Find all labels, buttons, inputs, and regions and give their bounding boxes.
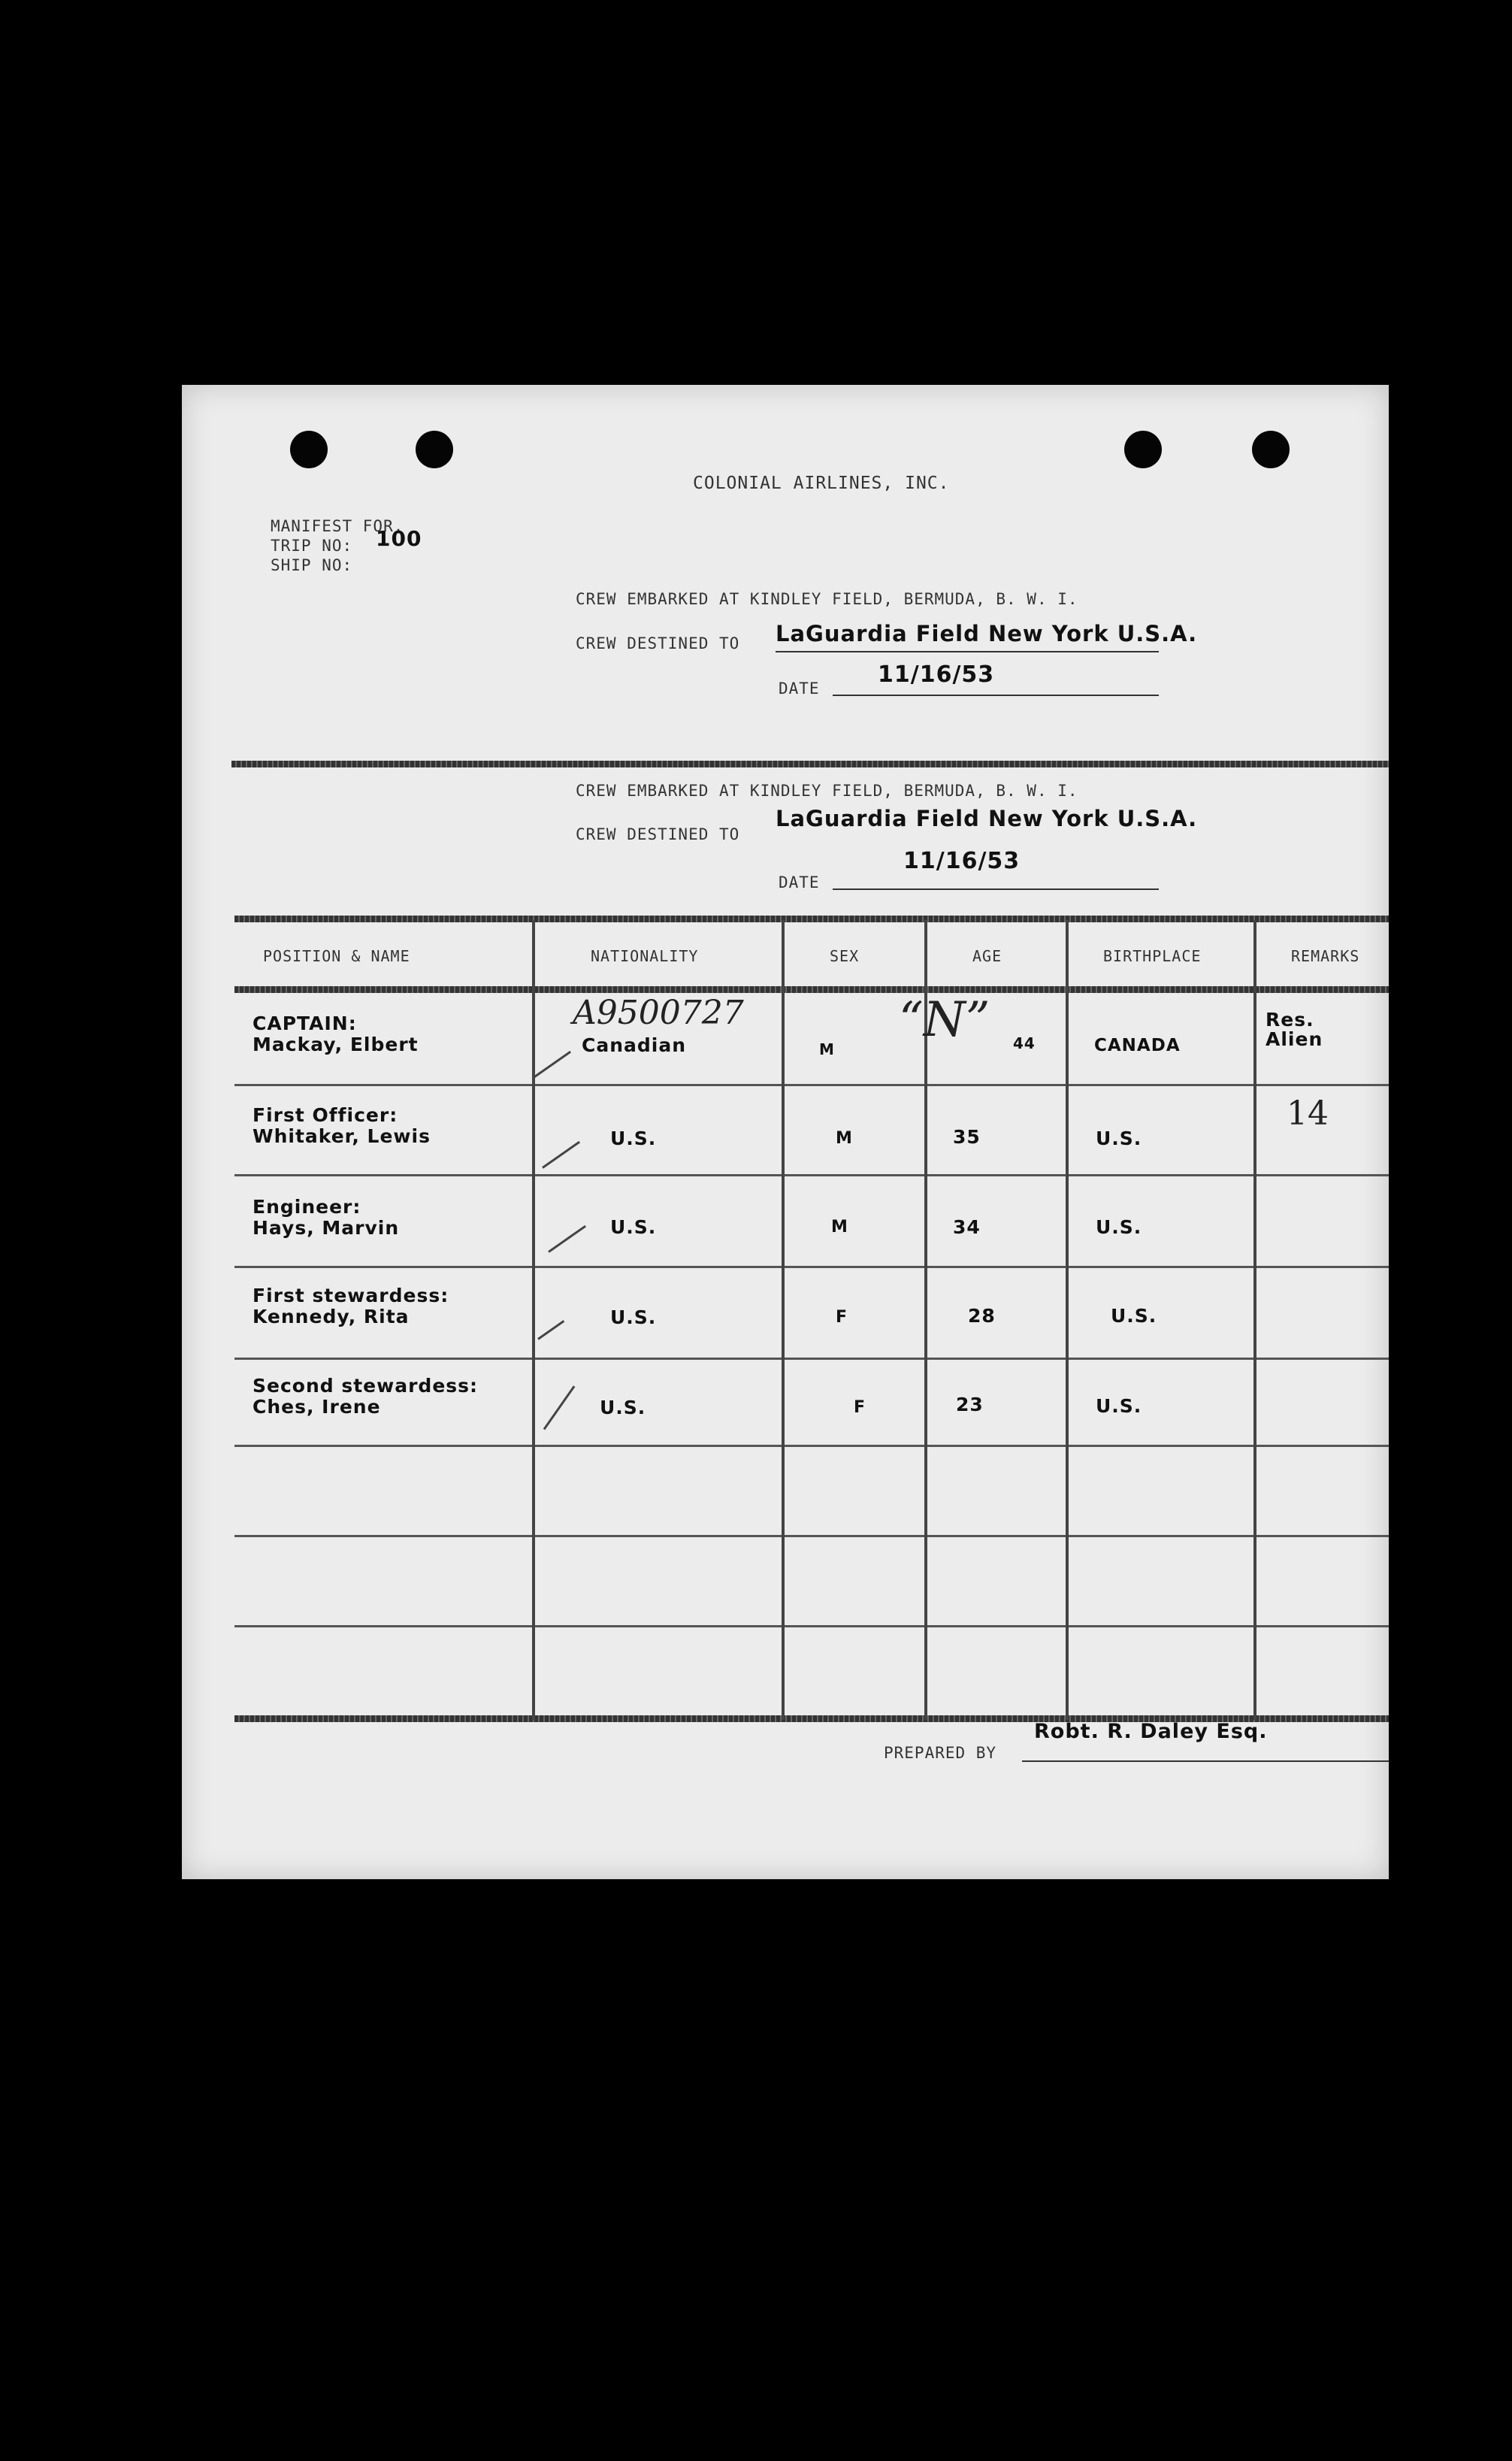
manifest-document — [182, 385, 1389, 1879]
company-name: COLONIAL AIRLINES, INC. — [693, 474, 950, 493]
crew-destined-label-1: CREW DESTINED TO — [576, 634, 740, 652]
table-row-3-birthplace: U.S. — [1096, 1216, 1142, 1238]
table-row-5-age: 23 — [956, 1394, 984, 1415]
table-row-4-sex: F — [836, 1308, 848, 1327]
col-line-5 — [1253, 920, 1256, 1720]
table-row-1-age: 44 — [1013, 1034, 1036, 1052]
date-label-1: DATE — [779, 680, 820, 698]
date-underline-2 — [833, 888, 1159, 890]
table-header-border — [234, 986, 1389, 993]
row-divider-1 — [234, 1084, 1389, 1086]
check-mark-4 — [537, 1320, 564, 1340]
table-row-2-position: First Officer: — [253, 1104, 398, 1126]
table-row-3-age: 34 — [953, 1216, 981, 1238]
punch-hole-4 — [1252, 431, 1290, 468]
crew-embarked-2: CREW EMBARKED AT KINDLEY FIELD, BERMUDA, B. W. I. — [576, 782, 1078, 800]
check-mark-3 — [548, 1225, 586, 1253]
table-top-border — [234, 916, 1389, 922]
trip-no-value: 100 — [376, 526, 422, 551]
punch-hole-2 — [416, 431, 453, 468]
table-row-4-birthplace: U.S. — [1111, 1305, 1157, 1327]
date-value-2: 11/16/53 — [903, 848, 1021, 874]
prepared-by-underline — [1022, 1760, 1389, 1762]
table-row-5-position: Second stewardess: — [253, 1375, 479, 1397]
date-label-2: DATE — [779, 873, 820, 891]
table-row-4-position: First stewardess: — [253, 1285, 449, 1306]
table-row-4-nationality: U.S. — [610, 1306, 657, 1328]
date-value-1: 11/16/53 — [878, 661, 995, 688]
col-line-4 — [1066, 920, 1069, 1720]
destined-underline-1 — [776, 651, 1159, 652]
row-divider-7 — [234, 1625, 1389, 1627]
row-divider-6 — [234, 1535, 1389, 1537]
handwritten-alien-number: A9500727 — [573, 994, 744, 1032]
header-birthplace: BIRTHPLACE — [1103, 947, 1202, 965]
col-line-2 — [782, 920, 785, 1720]
crew-destined-value-2: LaGuardia Field New York U.S.A. — [776, 806, 1198, 831]
table-row-2-birthplace: U.S. — [1096, 1128, 1142, 1149]
table-row-5-birthplace: U.S. — [1096, 1395, 1142, 1417]
col-line-1 — [532, 920, 535, 1720]
crew-destined-value-1: LaGuardia Field New York U.S.A. — [776, 621, 1198, 646]
table-row-2-name: Whitaker, Lewis — [253, 1125, 431, 1147]
manifest-for-label: MANIFEST FOR. — [271, 517, 404, 535]
row-divider-2 — [234, 1174, 1389, 1176]
check-mark-2 — [542, 1141, 580, 1169]
handwritten-ditto-mark: “N” — [899, 992, 990, 1048]
header-position-name: POSITION & NAME — [263, 947, 410, 965]
row-divider-5 — [234, 1445, 1389, 1447]
crew-embarked-1: CREW EMBARKED AT KINDLEY FIELD, BERMUDA, B. W. I. — [576, 590, 1078, 608]
table-row-1-sex: M — [819, 1040, 835, 1058]
table-row-3-name: Hays, Marvin — [253, 1217, 400, 1239]
trip-no-label: TRIP NO: — [271, 537, 353, 555]
check-mark-5 — [543, 1385, 576, 1430]
ship-no-label: SHIP NO: — [271, 556, 353, 574]
section-divider — [231, 761, 1389, 767]
table-row-4-age: 28 — [968, 1305, 996, 1327]
punch-hole-3 — [1124, 431, 1162, 468]
header-remarks: REMARKS — [1291, 947, 1360, 965]
table-row-5-nationality: U.S. — [600, 1397, 646, 1418]
table-row-2-age: 35 — [953, 1126, 981, 1148]
table-row-4-name: Kennedy, Rita — [253, 1306, 410, 1327]
table-row-1-remarks-2: Alien — [1266, 1028, 1323, 1050]
table-row-1-nationality: Canadian — [582, 1034, 687, 1056]
prepared-by-value: Robt. R. Daley Esq. — [1034, 1720, 1268, 1743]
table-row-3-nationality: U.S. — [610, 1216, 657, 1238]
table-row-1-remarks-1: Res. — [1266, 1009, 1314, 1031]
table-row-5-name: Ches, Irene — [253, 1396, 381, 1418]
date-underline-1 — [833, 695, 1159, 696]
check-mark-1 — [533, 1051, 571, 1079]
row-divider-4 — [234, 1358, 1389, 1360]
table-row-5-sex: F — [854, 1398, 866, 1417]
table-row-3-position: Engineer: — [253, 1196, 361, 1218]
prepared-by-label: PREPARED BY — [884, 1744, 997, 1762]
table-row-1-position: CAPTAIN: — [253, 1013, 357, 1034]
header-sex: SEX — [830, 947, 860, 965]
row-divider-3 — [234, 1266, 1389, 1268]
table-row-2-nationality: U.S. — [610, 1128, 657, 1149]
table-row-1-birthplace: CANADA — [1094, 1036, 1181, 1055]
header-nationality: NATIONALITY — [591, 947, 699, 965]
crew-destined-label-2: CREW DESTINED TO — [576, 825, 740, 843]
punch-hole-1 — [290, 431, 328, 468]
page-number: 14 — [1287, 1094, 1329, 1133]
table-row-1-name: Mackay, Elbert — [253, 1034, 419, 1055]
table-row-2-sex: M — [836, 1129, 853, 1148]
table-row-3-sex: M — [831, 1218, 848, 1237]
header-age: AGE — [972, 947, 1002, 965]
